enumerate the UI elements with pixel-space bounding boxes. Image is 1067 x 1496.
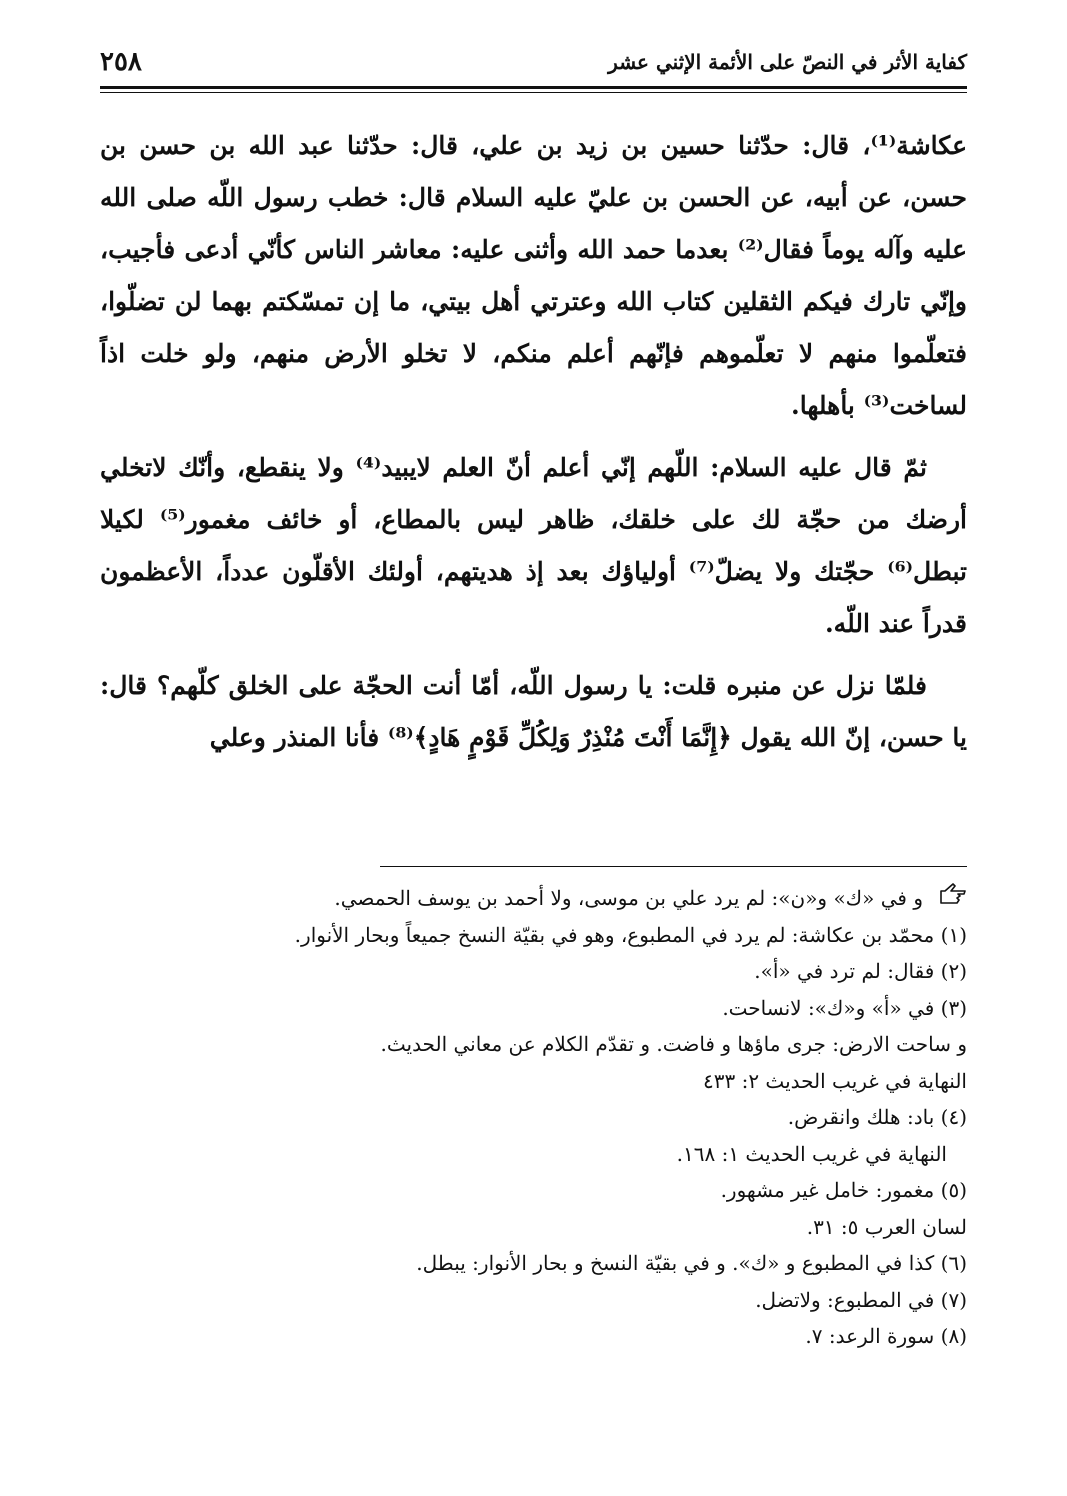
footnote-1: (١) محمّد بن عكاشة: لم يرد في المطبوع، وهو في بقيّة النسخ جميعاً وبحار الأنوار. [294,922,967,947]
footnote-5-source: لسان العرب ٥: ٣١. [806,1214,967,1239]
footnote-star-text: و في «ك» و«ن»: لم يرد علي بن موسى، ولا أحمد بن يوسف الحمصي. [334,886,923,910]
footnote-separator [380,866,967,867]
page-number: ٢٥٨ [100,47,142,77]
footnote-5: (٥) مغمور: خامل غير مشهور. [720,1178,967,1202]
paragraph-1: عكاشة⁽¹⁾، قال: حدّثنا حسين بن زيد بن علي، قال: حدّثنا عبد الله بن حسن بن حسن، عن أبيه، عن الحسن بن عليّ عليه السلام قال: خطب رسول اللّه صلى الله عليه وآله يوماً فقال⁽²⁾ بعدما حمد الله وأثنى عليه: معاشر الناس كأنّي أدعى فأجيب، وإنّي تارك فيكم الثقلين كتاب الله وعترتي أهل بيتي، ما إن تمسّكتم بهما لن تضلّوا، فتعلّموا منهم لا تعلّموهم فإنّهم أعلم منكم، لا تخلو الأرض منهم، ولو خلت اذاً لساخت⁽³⁾ بأهلها. [100,131,968,420]
footnote-3: (٣) في «أ» و«ك»: لانساحت. [722,995,967,1020]
footnote-2: (٢) فقال: لم ترد في «أ». [754,959,967,983]
footnote-4: (٤) باد: هلك وانقرض. [787,1105,967,1129]
header-rule [100,86,967,89]
footnotes [100,880,967,1355]
footnote-star [100,880,967,917]
footnote-7: (٧) في المطبوع: ولاتضل. [755,1287,967,1312]
pointing-hand-icon [933,880,967,917]
paragraph-2: ثمّ قال عليه السلام: اللّهم إنّي أعلم أنّ العلم لايبيد⁽⁴⁾ ولا ينقطع، وأنّك لاتخلي أرضك من حجّة لك على خلقك، ظاهر ليس بالمطاع، أو خائف مغمور⁽⁵⁾ لكيلا تبطل⁽⁶⁾ حجّتك ولا يضلّ⁽⁷⁾ أولياؤك بعد إذ هديتهم، أولئك الأقلّون عدداً، الأعظمون قدراً عند اللّه. [100,453,967,638]
footnote-3-source: النهاية في غريب الحديث ٢: ٤٣٣ [702,1068,967,1093]
footnote-4-source: النهاية في غريب الحديث ١: ١٦٨. [676,1141,947,1166]
footnote-3-continued: و ساحت الارض: جرى ماؤها و فاضت. و تقدّم الكلام عن معاني الحديث. [380,1032,967,1056]
main-text [100,120,967,764]
running-title: كفاية الأثر في النصّ على الأئمة الإثني عشر [608,50,967,74]
footnote-8: (٨) سورة الرعد: ٧. [805,1324,967,1348]
page-header [100,42,967,82]
footnote-6: (٦) كذا في المطبوع و «ك». و في بقيّة النسخ و بحار الأنوار: يبطل. [416,1251,967,1275]
header-rule-thin [100,92,967,93]
paragraph-3: فلمّا نزل عن منبره قلت: يا رسول اللّه، أمّا أنت الحجّة على الخلق كلّهم؟ قال: يا حسن، إنّ الله يقول ﴿إِنَّمَا أَنْتَ مُنْذِرٌ وَلِكُلِّ قَوْمٍ هَادٍ﴾⁽⁸⁾ فأنا المنذر وعلي [100,671,967,752]
